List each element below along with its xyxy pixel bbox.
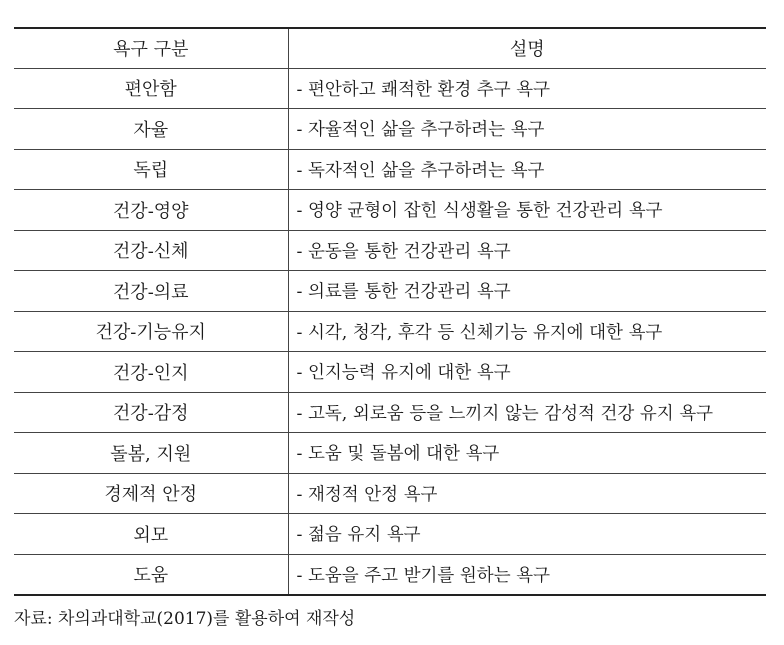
row-need: 도움	[14, 554, 288, 595]
source-note: 자료: 차의과대학교(2017)를 활용하여 재작성	[14, 609, 356, 629]
row-description: - 인지능력 유지에 대한 욕구	[296, 363, 511, 384]
table-row	[14, 433, 766, 474]
row-description: - 영양 균형이 잡힌 식생활을 통한 건강관리 욕구	[296, 201, 663, 222]
table-row	[14, 554, 766, 595]
table-row	[14, 149, 766, 190]
row-need: 건강-인지	[14, 352, 288, 393]
row-need: 돌봄, 지원	[14, 433, 288, 474]
row-need: 건강-영양	[14, 190, 288, 231]
row-need: 편안함	[14, 68, 288, 109]
table-row	[14, 514, 766, 555]
row-description: - 도움 및 돌봄에 대한 욕구	[296, 444, 500, 465]
table-row	[14, 230, 766, 271]
row-need: 자율	[14, 109, 288, 150]
row-need: 독립	[14, 149, 288, 190]
row-description: - 고독, 외로움 등을 느끼지 않는 감성적 건강 유지 욕구	[296, 403, 714, 424]
table-row	[14, 311, 766, 352]
row-description: - 운동을 통한 건강관리 욕구	[296, 241, 511, 262]
table-row	[14, 392, 766, 433]
table-row	[14, 109, 766, 150]
row-need: 건강-신체	[14, 230, 288, 271]
row-need: 건강-기능유지	[14, 311, 288, 352]
needs-table-container	[14, 27, 766, 596]
row-description: - 자율적인 삶을 추구하려는 욕구	[296, 120, 545, 141]
table-row	[14, 68, 766, 109]
table-row	[14, 352, 766, 393]
table-row	[14, 271, 766, 312]
row-description: - 의료를 통한 건강관리 욕구	[296, 282, 511, 303]
row-need: 건강-감정	[14, 392, 288, 433]
header-need-category: 욕구 구분	[14, 28, 288, 68]
row-description: - 도움을 주고 받기를 원하는 욕구	[296, 565, 550, 586]
row-need: 경제적 안정	[14, 473, 288, 514]
row-description: - 독자적인 삶을 추구하려는 욕구	[296, 160, 545, 181]
header-description: 설명	[288, 28, 766, 68]
table-row	[14, 190, 766, 231]
row-need: 외모	[14, 514, 288, 555]
row-description: - 재정적 안정 욕구	[296, 484, 438, 505]
row-description: - 편안하고 쾌적한 환경 추구 욕구	[296, 79, 550, 100]
needs-table	[14, 27, 766, 596]
row-need: 건강-의료	[14, 271, 288, 312]
header-row	[14, 28, 766, 68]
table-row	[14, 473, 766, 514]
table-header	[14, 28, 766, 68]
row-description: - 시각, 청각, 후각 등 신체기능 유지에 대한 욕구	[296, 322, 663, 343]
row-description: - 젊음 유지 욕구	[296, 525, 421, 546]
table-body	[14, 68, 766, 595]
